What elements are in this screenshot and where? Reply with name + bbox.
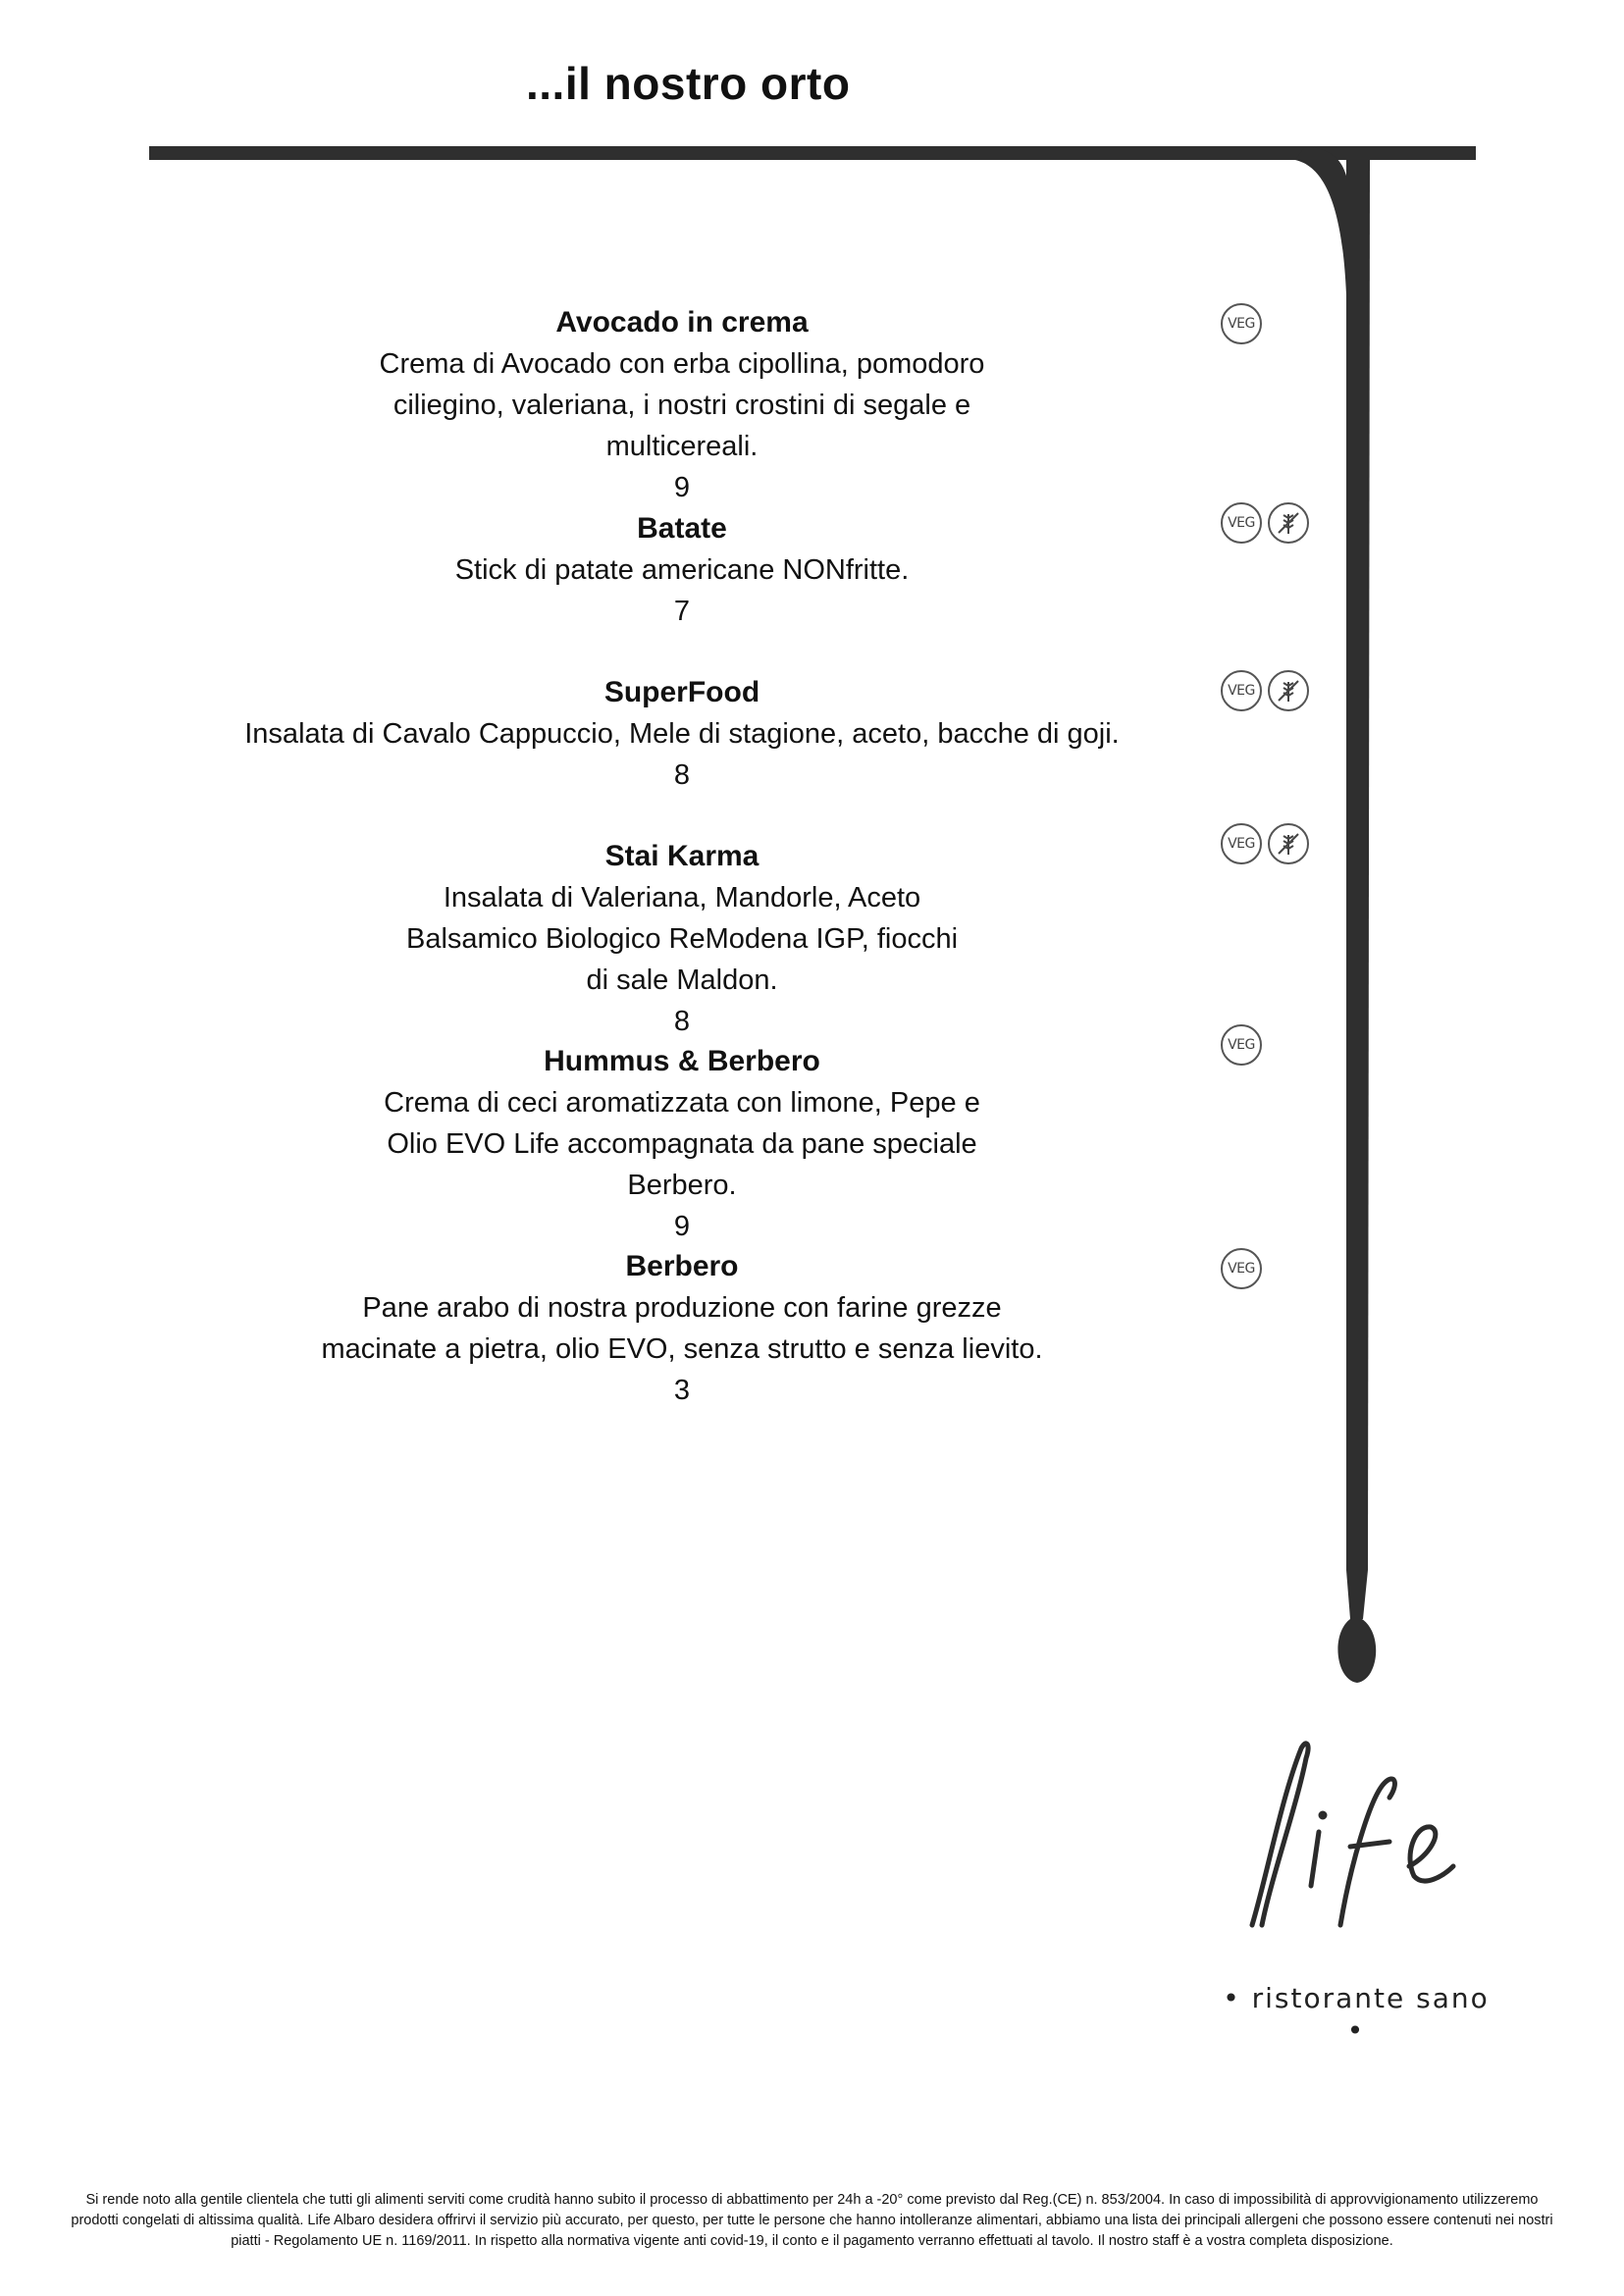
gluten-free-icon — [1268, 670, 1309, 711]
item-description: Insalata di Valeriana, Mandorle, Aceto Balsamico Biologico ReModena IGP, fiocchi di sale Maldon. — [405, 882, 959, 996]
veg-badge-icon: VEG — [1221, 1248, 1262, 1289]
veg-badge-icon: VEG — [1221, 670, 1262, 711]
menu-item — [157, 508, 1207, 632]
menu-item — [157, 1246, 1207, 1411]
item-name: Stai Karma — [604, 840, 760, 872]
item-name: Avocado in crema — [555, 306, 809, 339]
brand-subtitle: • ristorante sano • — [1223, 1982, 1490, 2047]
item-badges — [1221, 823, 1309, 868]
item-price: 9 — [673, 472, 691, 503]
item-description: Insalata di Cavalo Cappuccio, Mele di stagione, aceto, bacche di goji. — [244, 718, 1120, 750]
item-name: Hummus & Berbero — [544, 1045, 820, 1077]
item-badges — [1221, 1248, 1262, 1293]
menu-item — [157, 302, 1207, 508]
item-badges — [1221, 1024, 1262, 1070]
item-badges — [1221, 502, 1309, 548]
veg-badge-icon: VEG — [1221, 502, 1262, 544]
page-title: ...il nostro orto — [526, 58, 851, 109]
item-name: SuperFood — [603, 676, 760, 708]
gluten-free-icon — [1268, 823, 1309, 864]
veg-badge-icon: VEG — [1221, 823, 1262, 864]
item-badges — [1221, 670, 1309, 715]
item-price: 9 — [673, 1211, 691, 1242]
footer-disclaimer: Si rende noto alla gentile clientela che tutti gli alimenti serviti come crudità hanno subito il processo di abbattimento per 24h a -20° come previsto dal Reg.(CE) n. 853/2004. In caso di impossibilità di approvvigionamento utilizzeremo prodotti congelati di altissima qualità. Life Albaro desidera offrirvi il servizio più accurato, per questo, per tutte le persone che hanno intolleranze alimentari, abbiamo una lista dei principali allergeni che possono essere contenuti nei nostri piatti - Regolamento UE n. 1169/2011. In rispetto alla normativa vigente anti covid-19, il conto e il pagamento verranno effettuati al tavolo. Il nostro staff è a vostra completa disposizione. — [71, 2192, 1553, 2249]
menu-item — [157, 672, 1207, 796]
item-price: 8 — [673, 759, 691, 791]
item-price: 8 — [673, 1006, 691, 1037]
item-price: 7 — [673, 596, 691, 627]
item-price: 3 — [673, 1375, 691, 1406]
menu-item — [157, 1041, 1207, 1247]
menu-item — [157, 836, 1207, 1042]
item-description: Crema di Avocado con erba cipollina, pomodoro ciliegino, valeriana, i nostri crostini di segale e multicereali. — [379, 348, 985, 462]
gluten-free-icon — [1268, 502, 1309, 544]
item-description: Pane arabo di nostra produzione con farine grezze macinate a pietra, olio EVO, senza strutto e senza lievito. — [321, 1292, 1043, 1365]
item-description: Crema di ceci aromatizzata con limone, Pepe e Olio EVO Life accompagnata da pane speciale Berbero. — [384, 1087, 980, 1201]
veg-badge-icon: VEG — [1221, 303, 1262, 344]
life-logo — [1213, 1739, 1507, 1935]
item-badges — [1221, 303, 1262, 348]
item-name: Berbero — [625, 1250, 739, 1282]
item-description: Stick di patate americane NONfritte. — [454, 554, 910, 586]
item-name: Batate — [637, 512, 727, 545]
veg-badge-icon: VEG — [1221, 1024, 1262, 1066]
